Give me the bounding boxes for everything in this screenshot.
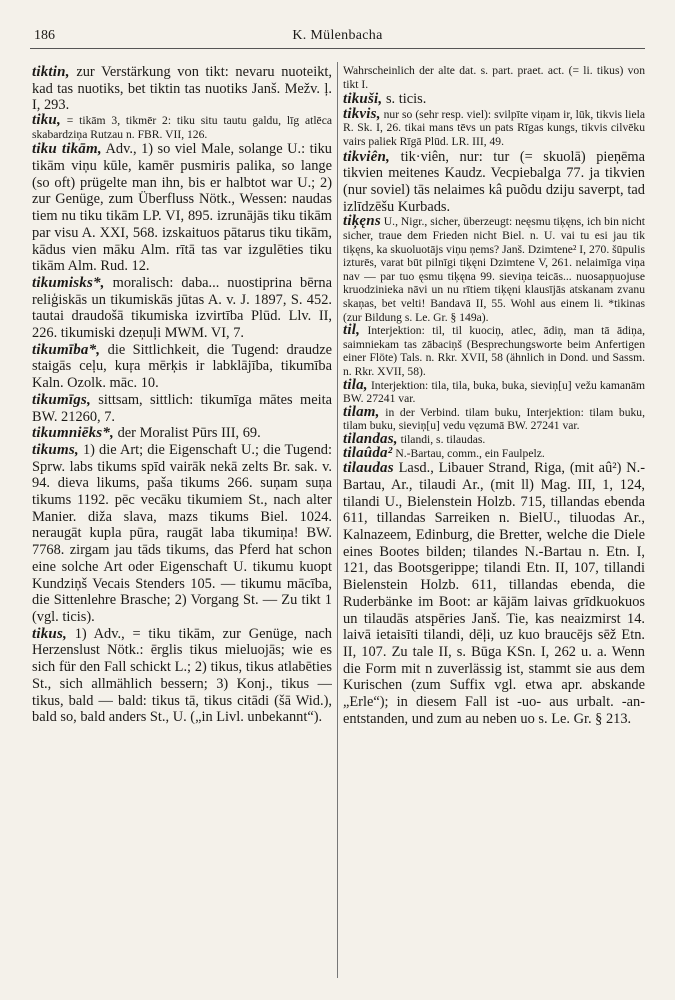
entry-text: Interjektion: til, til kuociņ, atlec, ādiņ, man tā ādiņa, saimniekam tas zābaciņš (Besprechungsworte beim Anfertigen einer Flöte) Tals. n. Rkr. XVII, 58 (ähnlich in Dond. und Sassm. n. Rkr. XVII, 58).: [343, 324, 645, 379]
entry-text: zur Verstärkung von tikt: nevaru nuoteikt, kad tas nuotiks, bet tiktin tas nuotiks Janš. Mežv. ļ. I, 293.: [32, 64, 332, 114]
entry-headword: tilaûda²: [343, 444, 393, 461]
entry-headword: tilam,: [343, 403, 380, 420]
entry-text: tik·viên, nur: tur (= skuolā) pieņēma tikvien meitenes Kaudz. Vecpiebalga 77. ja tikvien (nur soviel) tās nelaimes kâ puõdu dziju saverpt, tad izlīdzēšu Kurbads.: [343, 148, 645, 215]
dictionary-entry: [32, 392, 332, 425]
dictionary-entry: [32, 64, 332, 114]
entry-text: Interjektion: tila, tila, buka, buka, sieviņ[u] vežu kamanām BW. 27241 var.: [343, 378, 645, 406]
entry-text: tilandi, s. tilaudas.: [397, 432, 486, 446]
entry-text: Adv., 1) so viel Male, solange U.: tiku tikām viņu kūle, kamēr pusmiris palika, so lange (so oft) prügelte man ihn, bis er halbtot war U.; 2) zur Genüge, zum Überfluss Nötk., Wessen: naudas tiem nu tiku tikām LP. VI, 895. izrunājās tiku tikām par visu A. XXI, 568. izskaituos pātarus tiku tikām, kādus vien māku Alm. rītā tas var izgulēties tiku tikām Alm. Rud. 12.: [32, 141, 332, 275]
entry-text: Wahrscheinlich der alte dat. s. part. praet. act. (= li. tikus) von tikt I.: [343, 64, 645, 91]
entry-text: der Moralist Pūrs III, 69.: [114, 425, 261, 442]
entry-headword: tikumīgs,: [32, 391, 91, 408]
entry-text: N.-Bartau, comm., ein Faulpelz.: [392, 446, 545, 460]
dictionary-entry: [343, 64, 645, 91]
entry-headword: tila,: [343, 376, 368, 393]
dictionary-entry: [343, 105, 645, 149]
entry-text: moralisch: daba... nuostiprina bērna reliģiskās un tikumiskās jūtas A. v. J. 1897, S. 452. tautai draudošā tikumiska izvirtība Plūd. Llv. II, 226. tikumiski dzeņuļi MWM. VI, 7.: [32, 274, 332, 342]
entry-text: 1) die Art; die Eigenschaft U.; die Tugend: Sprw. labs tikums spīd vairāk nekā zelts Br. sak. v. 94. dieva likums, paša tikums 266. suņam suņa tikums 1192. pēc vecāku tikumiem St., nach alter Manier. diža slava, mazs tikums Biel. 1024. neraugāt kupla pūra, raugāt laba tikumiņa! BW. 7768. zirgam jau tāds tikums, das Pferd hat schon eine solche Art oder Eigenschaft U. tikumu kuopt Kundziņš Vecais Stenders 105. — tikumu mācība, die Sittenlehre Brasche; 2) Vorgang St. — Zu tikt 1 (vgl. ticis).: [32, 441, 332, 625]
entry-text: Lasd., Libauer Strand, Riga, (mit aû²) N.-Bartau, Ar., tilaudi Ar., (mit ll) Mag. III, 1, 124, tilandi U., Bielenstein Holzb. 715, tillandas ebenda 611, tillandas Sarreiken n. BielU., tiluodas Ar., Kalnazeem, Edinburg, die Bretter, welche die Diele eines Bootes bilden; tilandes N.-Bartau n. Etn. I, 121, das Bootsgerippe; tilandi Etn. II, 107, tillandi Bielenstein Holzb. 611, tillandas ebenda, die Ruderbänke im Boot: ar kājām laivas grīdkuokuos un tilaudās atspēries Janš. Tie, kas neaizmirst 14. laivā ietaisīti tilandi, dēļi, uz kuo braucējs sēž Etn. II, 107. Zu tale II, s. Būga KSn. I, 262 u. a. Wenn die Form mit n zuverlässig ist, stammt sie aus dem Kurischen (zum Suffix vgl. etwa apr. abskande „Erle“); in diesem Fall ist -uo- aus urbalt. -an- entstanden, und zum au neben uo s. Le. Gr. § 213.: [343, 460, 645, 727]
dictionary-entry: [32, 342, 332, 392]
dictionary-entry: [343, 376, 645, 406]
entry-headword: tiku tikām,: [32, 141, 102, 158]
dictionary-entry: [32, 114, 332, 141]
dictionary-entry: [343, 324, 645, 378]
entry-text: U., Nigr., sicher, überzeugt: neęsmu tiķęns, ich bin nicht sicher, traue dem Frieden nicht Biel. n. U. vai tu esi jau tik tiķęns, ka skuoluotājs viņu ņems? Janš. Dzimtene² I, 270. šūpulis izturēs, varat būt pilnīgi tiķęni Dzimtene V, 261. nelaimīga viņa nav — par tuo ęsmu tiķęna 99. sieviņa teicās... nuosapņuojuse kruodzinieka nāvi un nu rītiem tiķęni klausījās atskanam zvanu skaņas, bet velti! Bandavā II, 55. Wohl aus einem li. *tikinas (zur Bildung s. Le. Gr. § 149a).: [343, 215, 645, 324]
entry-headword: tiktin,: [32, 64, 70, 80]
running-title: K. Mülenbacha: [292, 28, 383, 43]
dictionary-entry: [343, 403, 645, 433]
dictionary-entry: [343, 444, 645, 461]
page-header: [30, 28, 645, 49]
entry-text: nur so (sehr resp. viel): svilpīte viņam ir, lūk, tikvis liela R. Sk. I, 26. tikai mans tēvs un pats Rīgas kungs, tikvis cilvēku vairs paliek Rīgā Plūd. LR. III, 49.: [343, 107, 645, 149]
dictionary-entry: [343, 91, 645, 108]
left-column: [32, 64, 332, 980]
entry-text: = tikām 3, tikmēr 2: tiku situ tautu galdu, līg atlēca skabardziņa Rutzau n. FBR. VII, 126.: [32, 114, 332, 141]
dictionary-entry: [32, 425, 332, 442]
entry-headword: tikumisks*,: [32, 274, 105, 291]
dictionary-entry: [32, 442, 332, 626]
entry-text: die Sittlichkeit, die Tugend: draudze staigās ceļu, kuŗa mērķis ir labklājība, tikumība Kaln. Ozolk. māc. 10.: [32, 341, 332, 392]
entry-text: s. ticis.: [382, 91, 427, 108]
entry-headword: tikviên,: [343, 148, 391, 165]
column-divider: [337, 62, 338, 978]
entry-headword: tikuši,: [343, 91, 383, 108]
dictionary-entry: [32, 141, 332, 275]
dictionary-entry: [32, 626, 332, 726]
right-column: [343, 64, 645, 980]
entry-text: 1) Adv., = tiku tikām, zur Genüge, nach Herzenslust Nötk.: ērglis tikus mieluojās; wie es sich für den Fall schickt L.; 2) tikus, tikus atlabēties St., sich allmählich bessern; 3) Konj., tikus — tikus, bald — bald: tikus tā, tikus citādi (šā Wid.), bald so, bald anders St., U. („in Livl. unbekannt“).: [32, 625, 332, 726]
page-number: 186: [34, 28, 55, 43]
entry-headword: tikumība*,: [32, 341, 101, 358]
entry-headword: tilandas,: [343, 430, 398, 447]
entry-headword: tilaudas: [343, 460, 394, 477]
dictionary-entry: [343, 149, 645, 216]
entry-text: sittsam, sittlich: tikumīga mātes meita BW. 21260, 7.: [32, 391, 332, 425]
entry-headword: tiku,: [32, 112, 61, 129]
entry-text: in der Verbind. tilam buku, Interjektion: tilam buku, tilam buku, sieviņ[u] vedu vęzumā BW. 27241 var.: [343, 405, 645, 433]
entry-headword: tikus,: [32, 625, 67, 642]
dictionary-entry: [343, 460, 645, 727]
entry-headword: til,: [343, 322, 361, 339]
entry-headword: tikumniēks*,: [32, 425, 114, 442]
entry-headword: tikvis,: [343, 105, 381, 122]
dictionary-entry: [343, 215, 645, 324]
entry-headword: tiķęns: [343, 213, 381, 230]
dictionary-entry: [32, 275, 332, 342]
entry-headword: tikums,: [32, 441, 79, 458]
